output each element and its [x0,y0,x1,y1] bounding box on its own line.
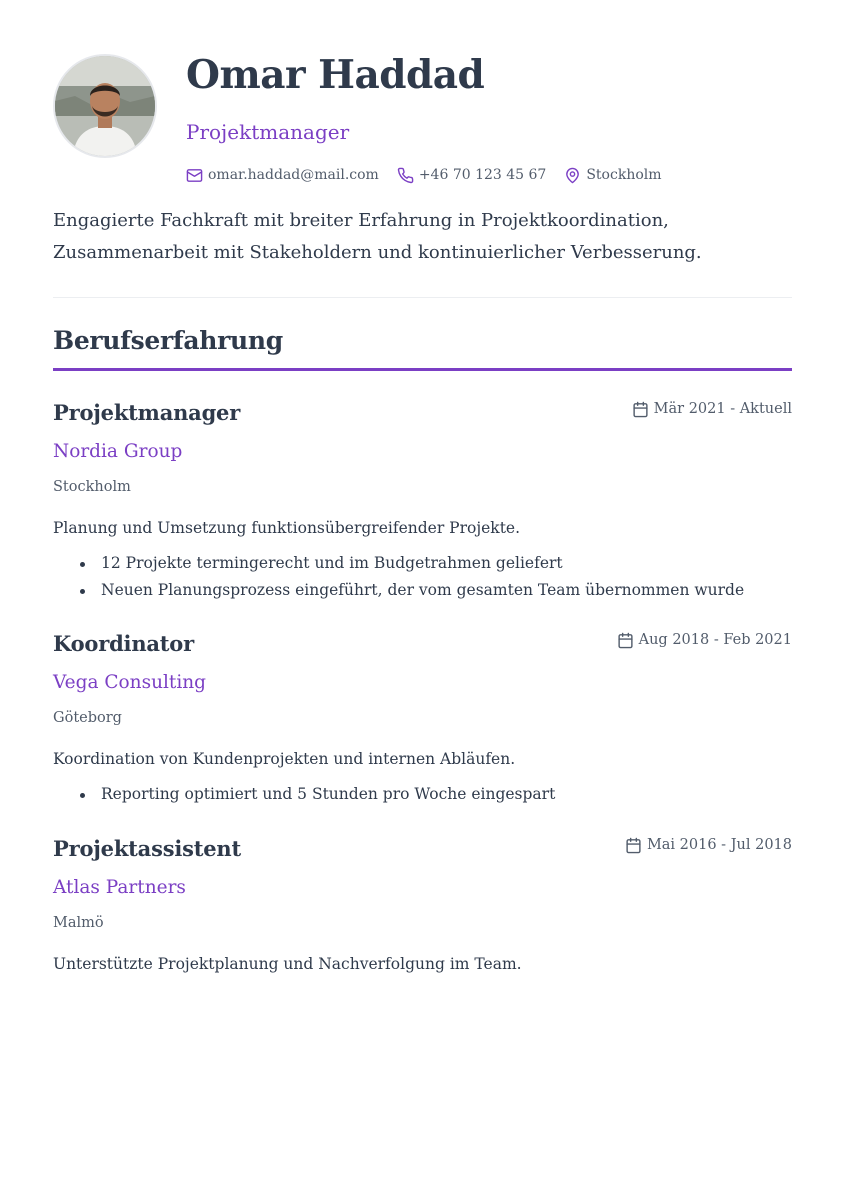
job-location: Malmö [53,915,104,931]
job-description: Koordination von Kundenprojekten und internen Abläufen. [53,750,516,768]
job-dates [632,398,792,420]
contact-info [186,164,680,186]
map-pin-icon [564,167,581,184]
job-dates-text: Mai 2016 - Jul 2018 [646,837,792,853]
contact-email-text: omar.haddad@mail.com [208,167,379,183]
resume-header [53,0,792,263]
achievement-item: 12 Projekte termingerecht und im Budgetrahmen geliefert [53,550,744,577]
phone-icon [397,167,414,184]
calendar-icon [617,632,634,649]
mail-icon [186,167,203,184]
candidate-name: Omar Haddad [186,52,485,98]
contact-location-text: Stockholm [586,167,662,183]
job-dates [617,629,792,651]
job-location: Göteborg [53,710,122,726]
job-title: Projektassistent [53,836,241,861]
calendar-icon [625,837,642,854]
job-company: Vega Consulting [53,672,207,693]
section-title-experience: Berufserfahrung [53,326,283,355]
job-achievements [53,781,555,808]
achievement-item: Neuen Planungsprozess eingeführt, der vom gesamten Team übernommen wurde [53,577,744,604]
contact-phone[interactable] [397,164,547,186]
job-location: Stockholm [53,479,131,495]
contact-location [564,164,661,186]
resume-page [53,0,792,973]
contact-email[interactable] [186,164,379,186]
avatar [53,54,157,158]
job-achievements [53,550,744,604]
job-dates [625,834,792,856]
job-dates-text: Aug 2018 - Feb 2021 [638,632,792,648]
job-dates-text: Mär 2021 - Aktuell [653,401,792,417]
contact-phone-text: +46 70 123 45 67 [418,167,547,183]
job-title: Koordinator [53,631,194,656]
job-description: Planung und Umsetzung funktionsübergreifender Projekte. [53,519,521,537]
achievement-item: Reporting optimiert und 5 Stunden pro Woche eingespart [53,781,555,808]
job-title: Projektmanager [53,400,241,425]
calendar-icon [632,401,649,418]
header-divider [53,297,792,298]
section-underline [53,368,792,371]
person-photo-icon [55,56,155,156]
job-company: Atlas Partners [53,877,186,898]
job-description: Unterstützte Projektplanung und Nachverfolgung im Team. [53,955,522,973]
job-company: Nordia Group [53,441,183,462]
profile-summary: Engagierte Fachkraft mit breiter Erfahrung in Projektkoordination, Zusammenarbeit mit Stakeholdern und kontinuierlicher Verbesserung. [53,210,702,263]
candidate-role: Projektmanager [186,120,350,144]
